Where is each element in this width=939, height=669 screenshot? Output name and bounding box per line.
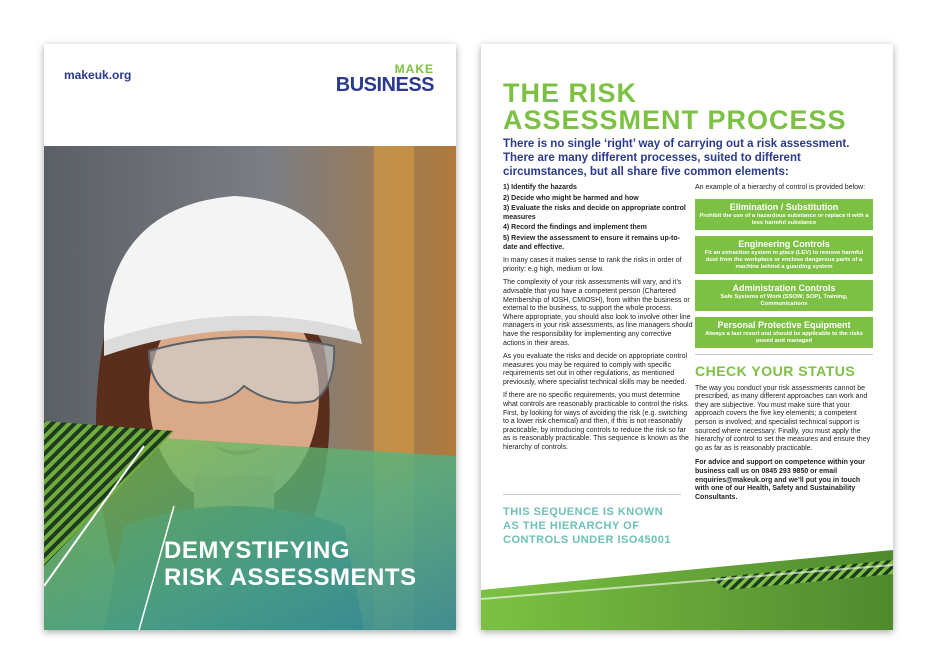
right-column xyxy=(695,184,873,502)
inner-page xyxy=(481,44,893,630)
check-status-heading: CHECK YOUR STATUS xyxy=(695,362,856,379)
logo-business-text: BUSINESS xyxy=(335,74,434,96)
advice-text: For advice and support on competence within your business call us on 0845 293 9850 or email enquiries@makeuk.org and we’ll put you in touch with one of our Health, Safety and Sustainability Consultants. xyxy=(695,459,865,501)
cover-title-line2: RISK ASSESSMENTS xyxy=(164,564,417,591)
hierarchy-box-title: Elimination / Substitution xyxy=(729,201,839,212)
hierarchy-box-elimination xyxy=(695,199,873,230)
callout-divider xyxy=(503,494,681,495)
section-divider xyxy=(695,354,873,355)
page-title-line2: ASSESSMENT PROCESS xyxy=(503,105,847,135)
step-item: 2) Decide who might be harmed and how xyxy=(503,194,639,202)
hierarchy-intro: An example of a hierarchy of control is provided below: xyxy=(695,184,866,191)
lead-paragraph: There is no single ‘right’ way of carrying out a risk assessment. There are many different processes, suited to different circumstances, but all share five common elements: xyxy=(503,138,850,178)
steps-list xyxy=(503,184,693,252)
body-paragraph: The complexity of your risk assessments will vary, and it’s advisable that you have a competent person (Chartered Membership of IOSH, CMIOSH), from within the business or external to the business, to support the whole process. Where appropriate, you should also look to involve other line managers in your risk assessments, as line managers should have the responsibility for implementing any corrective actions in their areas. xyxy=(503,279,693,347)
body-paragraph: In many cases it makes sense to rank the risks in order of priority: e.g high, medium or low. xyxy=(503,257,682,273)
cover-title-line1: DEMYSTIFYING xyxy=(164,537,351,564)
hierarchy-box-desc: Prohibit the use of a hazardous substance or replace it with a less harmful substance xyxy=(699,212,869,226)
body-paragraph: As you evaluate the risks and decide on appropriate control measures you may be required to comply with specific requirements set out in other regulations, as mentioned previously, where specialist technical skills may be needed. xyxy=(503,353,688,386)
hierarchy-box-title: Administration Controls xyxy=(732,282,836,293)
hierarchy-box-desc: Safe Systems of Work (SSOW; SOP), Training, Communications xyxy=(720,293,848,307)
cover-url: makeuk.org xyxy=(64,68,132,82)
hierarchy-box-title: Personal Protective Equipment xyxy=(717,319,851,330)
hierarchy-box-engineering xyxy=(695,236,873,274)
step-item: 5) Review the assessment to ensure it remains up-to-date and effective. xyxy=(503,234,680,251)
hierarchy-callout xyxy=(503,494,681,547)
body-paragraph: If there are no specific requirements, you must determine what controls are reasonably practicable to control the risks. First, by looking for ways of avoiding the risk (e.g. switching to a lower risk chemical) and then, if this is not reasonably practicable, by introducing controls to reduce the risk so far as is reasonably practicable. This sequence is known as the hierarchy of controls. xyxy=(503,392,689,452)
page-title-line1: THE RISK xyxy=(503,78,638,108)
hierarchy-box-ppe xyxy=(695,317,873,348)
cover-title xyxy=(164,537,454,591)
callout-text: THIS SEQUENCE IS KNOWN AS THE HIERARCHY OF CONTROLS UNDER ISO45001 xyxy=(503,506,671,546)
step-item: 3) Evaluate the risks and decide on appropriate control measures xyxy=(503,205,686,221)
logo-make-text: MAKE xyxy=(394,62,434,76)
cover-page xyxy=(44,44,456,630)
footer-band xyxy=(481,550,893,630)
step-item: 1) Identify the hazards xyxy=(503,184,577,191)
hierarchy-box-desc: Always a last resort and should be applicable to the risks posed and managed xyxy=(705,330,863,344)
page-title xyxy=(503,80,847,134)
hierarchy-box-administration xyxy=(695,280,873,311)
check-status-text: The way you conduct your risk assessments cannot be prescribed, as many different approaches can work and they are subjective. You must make sure that your approach covers the five key elements; a competent person is involved; and specialist technical support is sourced where necessary. Finally, you must apply the hierarchy of control to set the measures and ensure they go as far as is reasonably practicable. xyxy=(695,384,871,452)
hierarchy-box-desc: Fit an extraction system in place (LEV) to remove harmful dust from the workplace or enclose dangerous parts of a machine behind a guarding system xyxy=(704,249,864,270)
make-business-logo xyxy=(336,63,434,95)
step-item: 4) Record the findings and implement them xyxy=(503,224,647,232)
left-column xyxy=(503,184,693,458)
hierarchy-box-title: Engineering Controls xyxy=(738,238,830,249)
